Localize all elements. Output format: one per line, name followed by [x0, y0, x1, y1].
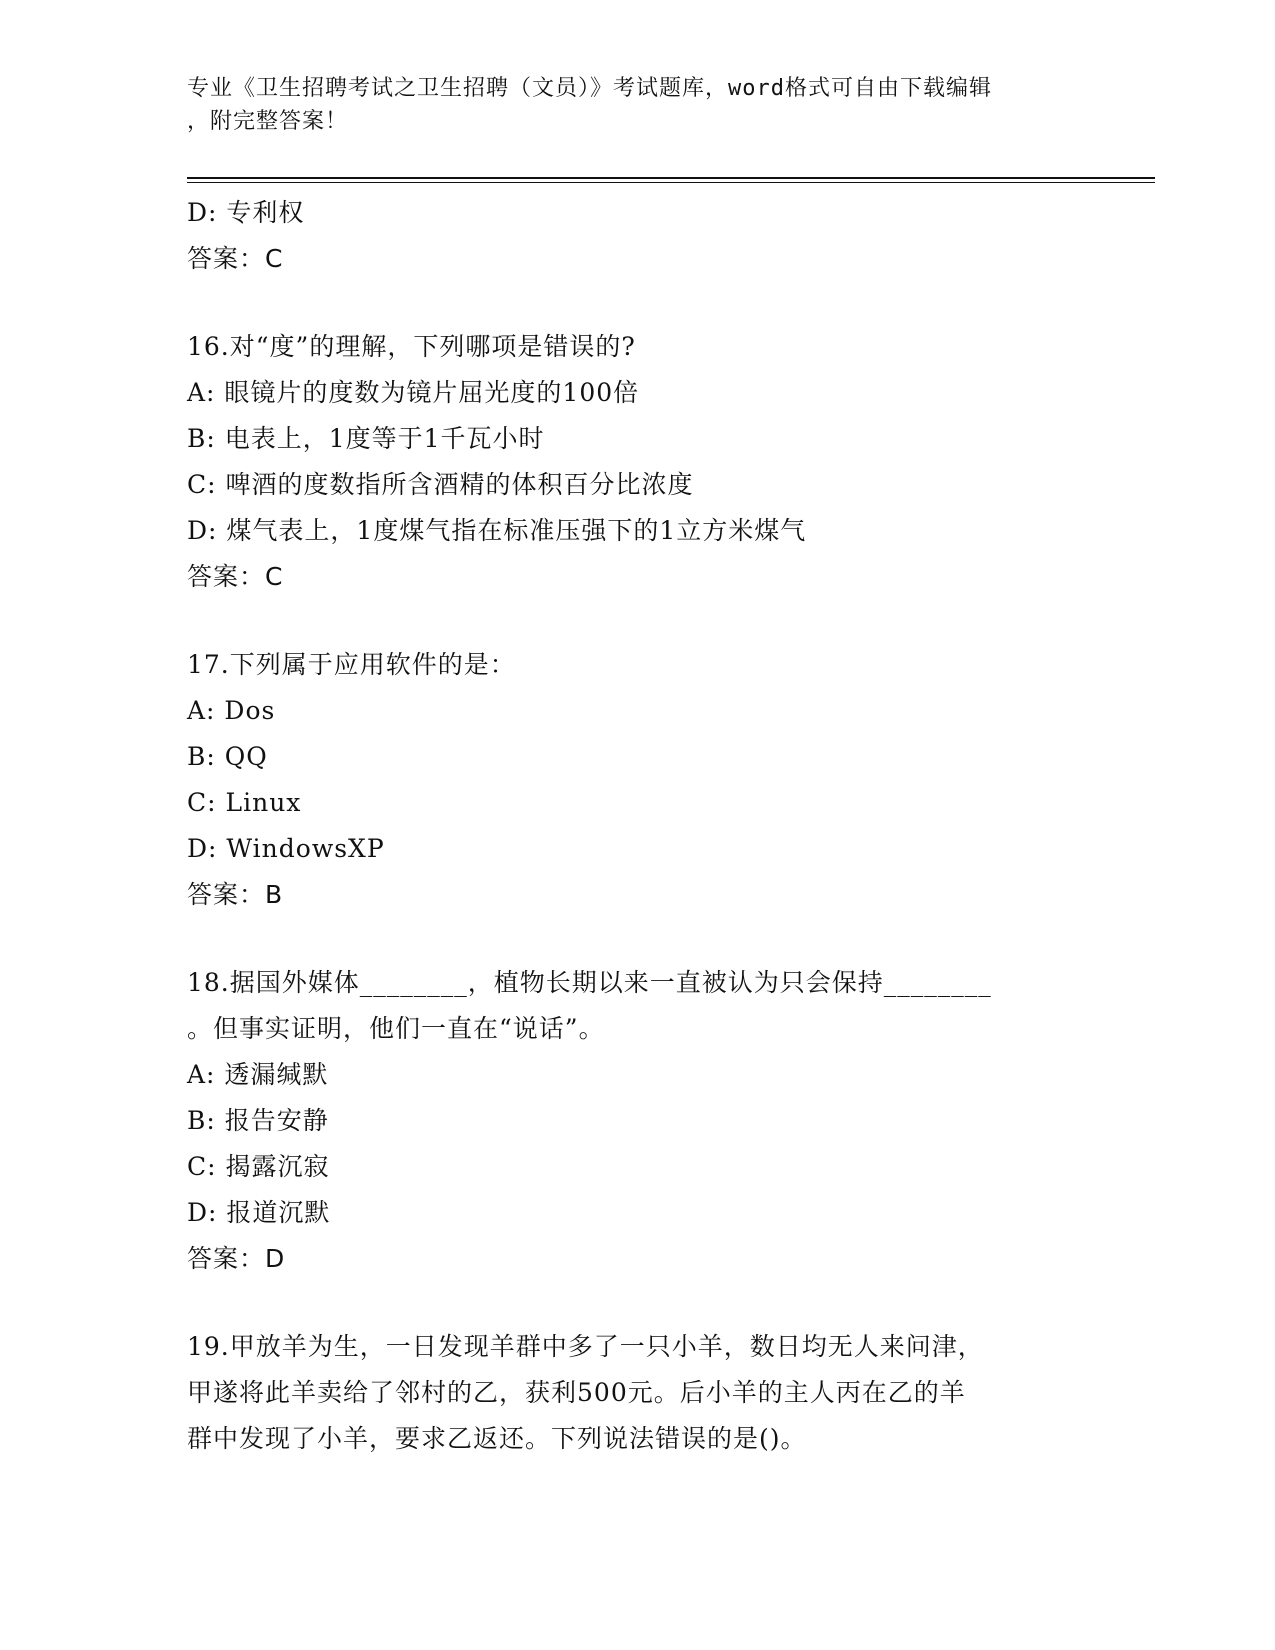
option-c: C: Linux: [187, 788, 302, 817]
option-d: D: WindowsXP: [187, 834, 385, 863]
question-block-18: [187, 960, 1087, 1282]
answer-line: 答案：B: [187, 880, 284, 909]
question-stem-line-2: 。但事实证明，他们一直在“说话”。: [187, 1014, 605, 1043]
header-line-1: 专业《卫生招聘考试之卫生招聘（文员）》考试题库，word格式可自由下载编辑: [187, 76, 992, 101]
question-block-16: [187, 324, 1087, 600]
option-b: B: 报告安静: [187, 1106, 329, 1135]
question-stem-line-1: 18.据国外媒体________，植物长期以来一直被认为只会保持________: [187, 968, 992, 997]
header-line-2: ，附完整答案！: [187, 109, 349, 134]
question-stem-line-1: 19.甲放羊为生，一日发现羊群中多了一只小羊，数日均无人来问津，: [187, 1332, 984, 1361]
option-a: A: 透漏缄默: [187, 1060, 329, 1089]
question-block-17: [187, 642, 1087, 918]
spacer: [187, 918, 1087, 960]
question-stem-line-2: 甲遂将此羊卖给了邻村的乙，获利500元。后小羊的主人丙在乙的羊: [187, 1378, 966, 1407]
spacer: [187, 1282, 1087, 1324]
header-divider-thin: [187, 182, 1155, 183]
header-divider-thick: [187, 177, 1155, 179]
answer-line: 答案：D: [187, 1244, 286, 1273]
option-b: B: QQ: [187, 742, 268, 771]
question-stem: 17.下列属于应用软件的是：: [187, 650, 516, 679]
answer-line: 答案：C: [187, 562, 284, 591]
question-block-19: [187, 1324, 1087, 1462]
option-c: C: 啤酒的度数指所含酒精的体积百分比浓度: [187, 470, 694, 499]
option-a: A: 眼镜片的度数为镜片屈光度的100倍: [187, 378, 640, 407]
spacer: [187, 600, 1087, 642]
question-list: [187, 190, 1087, 1462]
answer-line: 答案：C: [187, 244, 284, 273]
option-d: D: 煤气表上，1度煤气指在标准压强下的1立方米煤气: [187, 516, 807, 545]
question-block-prev: [187, 190, 1087, 282]
spacer: [187, 282, 1087, 324]
question-stem: 16.对“度”的理解，下列哪项是错误的?: [187, 332, 636, 361]
option-d: D: 报道沉默: [187, 1198, 331, 1227]
option-d: D: 专利权: [187, 198, 305, 227]
option-b: B: 电表上，1度等于1千瓦小时: [187, 424, 545, 453]
option-a: A: Dos: [187, 696, 276, 725]
question-stem-line-3: 群中发现了小羊，要求乙返还。下列说法错误的是()。: [187, 1424, 807, 1453]
option-c: C: 揭露沉寂: [187, 1152, 330, 1181]
document-header: [187, 72, 1067, 138]
